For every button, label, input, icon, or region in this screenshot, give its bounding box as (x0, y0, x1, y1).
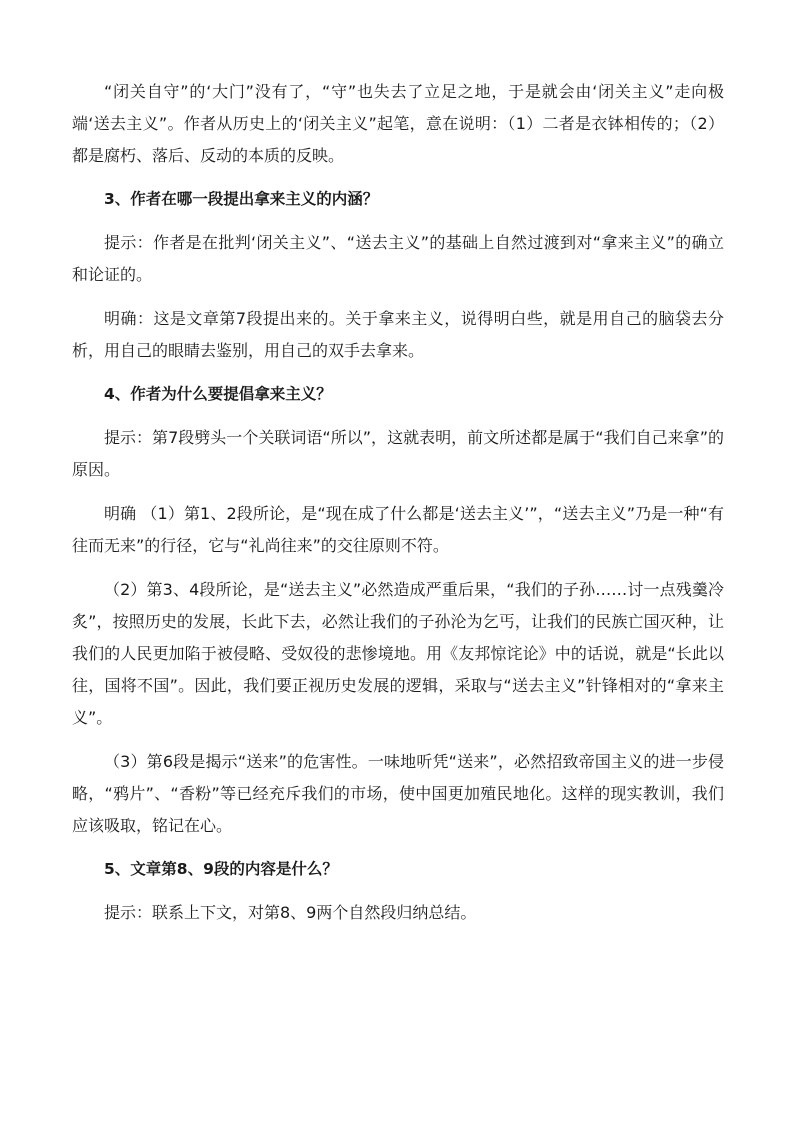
question-heading: 5、文章第8、9段的内容是什么？ (104, 860, 338, 878)
hint-paragraph: 提示：第7段劈头一个关联词语“所以”，这就表明，前文所述都是属于“我们自己来拿”的原因。 (72, 428, 724, 479)
body-paragraph: “闭关自守”的‘大门”没有了，“守”也失去了立足之地，于是就会由‘闭关主义”走向极端‘送去主义”。作者从历史上的‘闭关主义”起笔，意在说明：（1）二者是衣钵相传的；（2）都是腐朽、落后、反动的本质的反映。 (72, 82, 724, 165)
answer-paragraph: （3）第6段是揭示“送来”的危害性。一味地听凭“送来”，必然招致帝国主义的进一步侵略，“鸦片”、“香粉”等已经充斥我们的市场，使中国更加殖民地化。这样的现实教训，我们应该吸取，铭记在心。 (72, 752, 724, 835)
answer-paragraph: （2）第3、4段所论，是“送去主义”必然造成严重后果，“我们的子孙……讨一点残羹冷炙”，按照历史的发展，长此下去，必然让我们的子孙沦为乞丐，让我们的民族亡国灭种，让我们的人民更加陷于被侵略、受奴役的悲惨境地。用《友邦惊诧论》中的话说，就是“长此以往，国将不国”。因此，我们要正视历史发展的逻辑，采取与“送去主义”针锋相对的“拿来主义”。 (72, 580, 724, 727)
question-heading: 3、作者在哪一段提出拿来主义的内涵？ (104, 190, 379, 208)
answer-paragraph: 明确：这是文章第7段提出来的。关于拿来主义，说得明白些，就是用自己的脑袋去分析，用自己的眼睛去鉴别，用自己的双手去拿来。 (72, 309, 724, 360)
hint-paragraph: 提示：联系上下文，对第8、9两个自然段归纳总结。 (104, 903, 477, 922)
hint-paragraph: 提示：作者是在批判‘闭关主义”、“送去主义”的基础上自然过渡到对“拿来主义”的确立和论证的。 (72, 233, 724, 284)
answer-paragraph: 明确 （1）第1、2段所论，是“现在成了什么都是‘送去主义’”，“送去主义”乃是一种“有往而无来”的行径，它与“礼尚往来”的交往原则不符。 (72, 504, 724, 555)
document-page (72, 76, 724, 941)
question-heading: 4、作者为什么要提倡拿来主义？ (104, 385, 332, 403)
